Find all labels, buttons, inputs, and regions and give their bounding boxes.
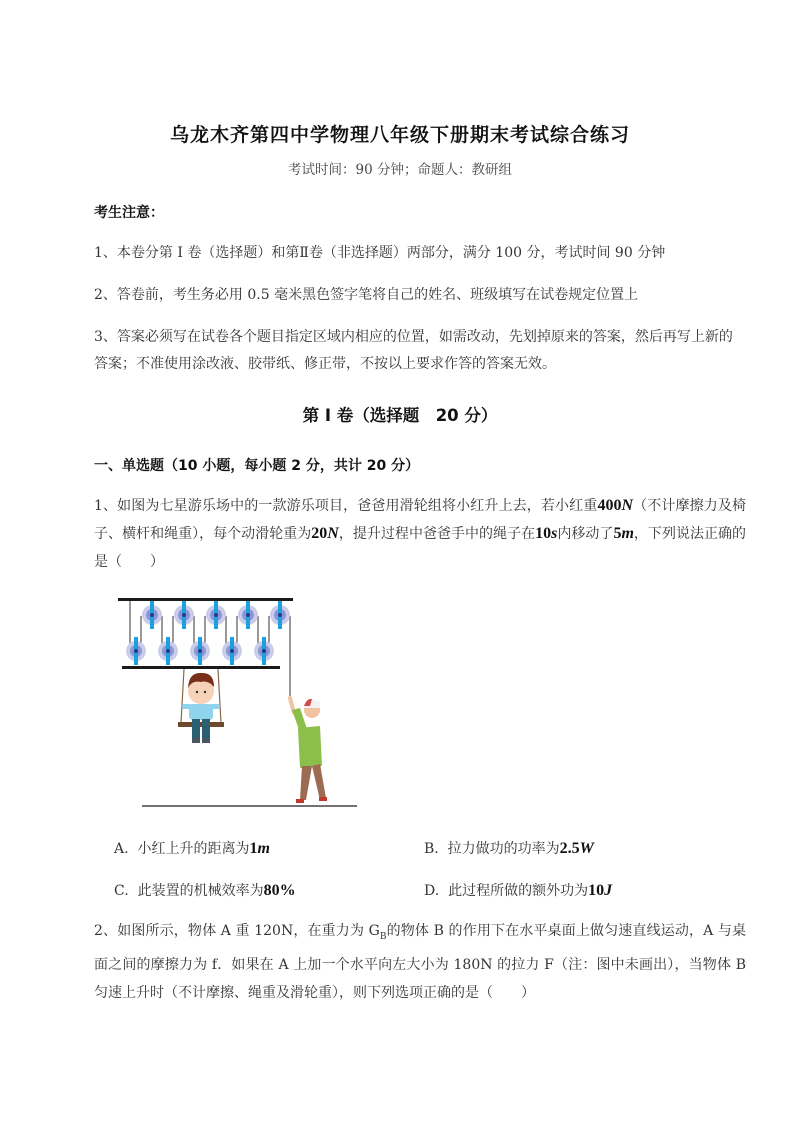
question-number: 1、 — [94, 498, 118, 514]
movable-bar — [122, 666, 280, 669]
exam-subtitle: 考试时间：90 分钟；命题人：教研组 — [288, 162, 512, 178]
weight-value: 400N — [597, 497, 633, 514]
pulley-weight-value: 20N — [311, 525, 339, 542]
father-pulling-rope — [290, 698, 327, 803]
option-d[interactable]: D. 此过程所做的额外功为10J — [424, 882, 613, 899]
fixed-pulleys — [142, 601, 290, 629]
child-on-swing — [178, 669, 224, 743]
part-heading: 一、单选题（10 小题，每小题 2 分，共计 20 分） — [94, 458, 420, 474]
option-a[interactable]: A. 小红上升的距离为1m — [114, 840, 270, 857]
notice-item-1: 1、本卷分第 I 卷（选择题）和第Ⅱ卷（非选择题）两部分，满分 100 分，考试时间 90 分钟 — [94, 245, 666, 261]
option-c[interactable]: C. 此装置的机械效率为80% — [114, 882, 296, 899]
top-bar — [118, 598, 293, 601]
section-title: 第 I 卷（选择题 20 分） — [302, 406, 498, 425]
question-number: 2、 — [94, 923, 118, 939]
question-2-text: 2、如图所示，物体 A 重 120N，在重力为 $G_B$的物体 B 的作用下在水平桌面上做匀速直线运动，A 与桌面之间的摩擦力为 f．如果在 A 上加一个水平向左大小为 180N 的拉力 F（注：图中未画出），当物体 B 匀速上升时（不计摩擦、绳重及滑轮重），则下列选项正确的是（ ） — [94, 923, 746, 1001]
time-value: 10s — [535, 525, 558, 542]
notice-heading: 考生注意： — [94, 205, 164, 221]
distance-value: 5m — [613, 525, 634, 542]
notice-item-2: 2、答卷前，考生务必用 0.5 毫米黑色签字笔将自己的姓名、班级填写在试卷规定位置上 — [94, 287, 639, 303]
question-1-text: 1、如图为七星游乐场中的一款游乐项目，爸爸用滑轮组将小红升上去，若小红重400N（不计摩擦力及椅子、横杆和绳重），每个动滑轮重为20N，提升过程中爸爸手中的绳子在10s内移动了5m，下列说法正确的是（ ） — [94, 497, 747, 570]
exam-title: 乌龙木齐第四中学物理八年级下册期末考试综合练习 — [169, 124, 630, 146]
notice-item-3: 3、答案必须写在试卷各个题目指定区域内相应的位置，如需改动，先划掉原来的答案，然后再写上新的答案；不准使用涂改液、胶带纸、修正带，不按以上要求作答的答案无效。 — [94, 329, 733, 372]
movable-pulleys — [126, 637, 274, 665]
pulley-system-figure — [112, 588, 362, 813]
option-b[interactable]: B. 拉力做功的功率为2.5W — [424, 840, 594, 857]
